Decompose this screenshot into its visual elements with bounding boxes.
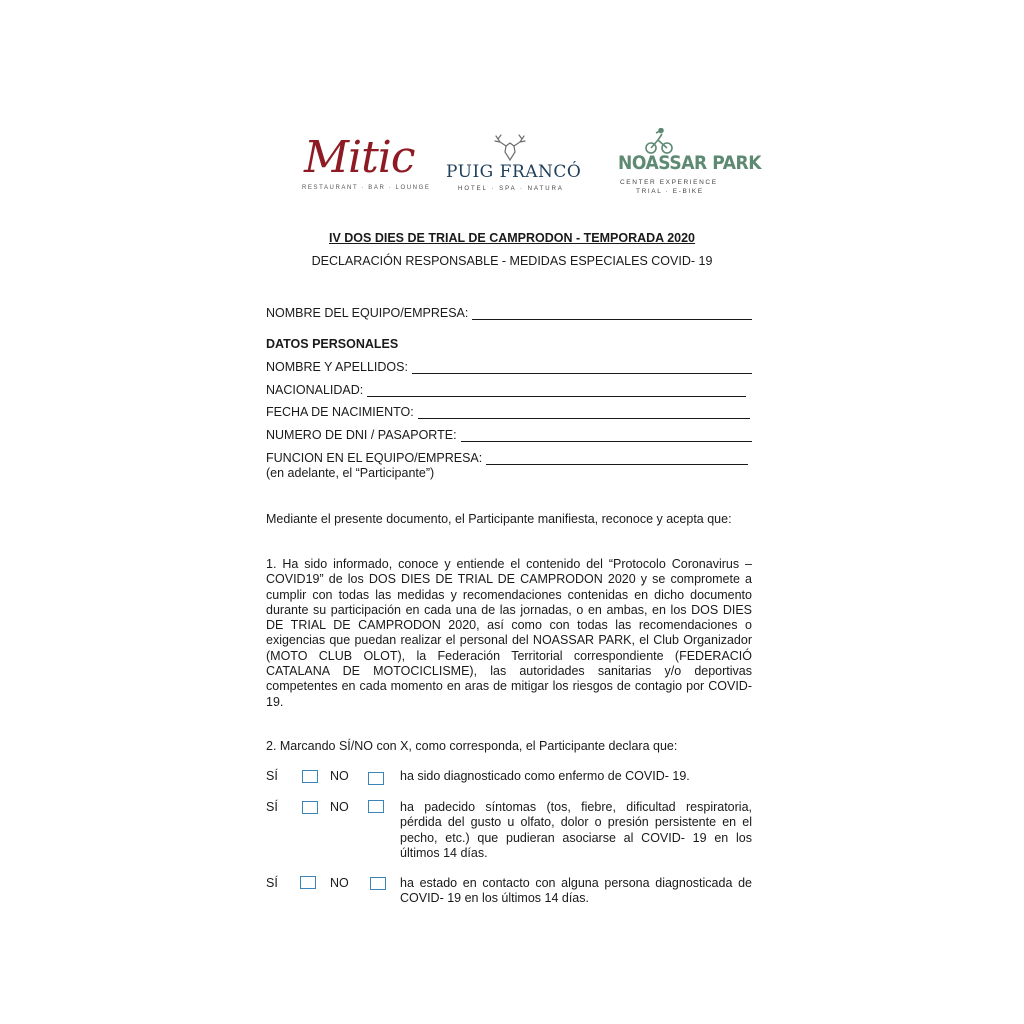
participant-note: (en adelante, el “Participante”) bbox=[266, 466, 435, 480]
personal-data-heading: DATOS PERSONALES bbox=[266, 337, 399, 351]
checklist-item-text: ha padecido síntomas (tos, fiebre, dificultad respiratoria, pérdida del gusto u olfato, dolor o presión persistente en el pecho, etc.) que pudieran asociarse al COVID- 19 en los últimos 14 días. bbox=[400, 800, 752, 860]
yes-label: SÍ bbox=[266, 800, 278, 814]
no-label: NO bbox=[330, 800, 349, 814]
point-1-paragraph: 1. Ha sido informado, conoce y entiende el contenido del “Protocolo Coronavirus – COVID19” de los DOS DIES DE TRIAL DE CAMPRODON 2020 y se compromete a cumplir con todas las medidas y recomendaciones contenidas en dicho documento durante su participación en cada una de las jornadas, o en ambas, en los DOS DIES DE TRIAL DE CAMPRODON 2020, así como con todas las recomendaciones o exigencias que puedan realizar el personal del NOASSAR PARK, el Club Organizador (MOTO CLUB OLOT), la Federación Territorial correspondiente (FEDERACIÓ CATALANA DE MOTOCICLISME), las autoridades sanitarias y/o deportivas competentes en cada momento en aras de mitigar los riesgos de contagio por COVID- 19. bbox=[266, 557, 752, 709]
noassar-park-logo bbox=[614, 128, 762, 200]
no-checkbox[interactable] bbox=[370, 877, 386, 890]
yes-label: SÍ bbox=[266, 876, 278, 890]
no-checkbox[interactable] bbox=[368, 772, 384, 785]
birthdate-field-label: FECHA DE NACIMIENTO: bbox=[266, 405, 414, 419]
birthdate-field[interactable] bbox=[266, 405, 750, 419]
team-field-label: NOMBRE DEL EQUIPO/EMPRESA: bbox=[266, 306, 469, 320]
checklist-item-text: ha estado en contacto con alguna persona diagnosticada de COVID- 19 en los últimos 14 días. bbox=[400, 876, 752, 906]
yes-checkbox[interactable] bbox=[300, 876, 316, 889]
id-number-field-line[interactable] bbox=[461, 429, 752, 442]
document-title: IV DOS DIES DE TRIAL DE CAMPRODON - TEMPORADA 2020 bbox=[328, 231, 696, 245]
team-field[interactable] bbox=[266, 306, 752, 320]
no-label: NO bbox=[330, 876, 349, 890]
name-field[interactable] bbox=[266, 360, 752, 374]
noassar-logo-name: NOASSAR PARK bbox=[618, 152, 762, 174]
id-number-field-label: NUMERO DE DNI / PASAPORTE: bbox=[266, 428, 457, 442]
role-field-line[interactable] bbox=[486, 452, 748, 465]
deer-antlers-icon bbox=[492, 134, 528, 162]
checklist-item-text: ha sido diagnosticado como enfermo de COVID- 19. bbox=[400, 769, 690, 783]
no-label: NO bbox=[330, 769, 349, 783]
yes-checkbox[interactable] bbox=[302, 801, 318, 814]
name-field-line[interactable] bbox=[412, 361, 752, 374]
nationality-field-line[interactable] bbox=[367, 384, 746, 397]
yes-checkbox[interactable] bbox=[302, 770, 318, 783]
team-field-line[interactable] bbox=[472, 307, 752, 320]
mitic-logo-tagline: RESTAURANT · BAR · LOUNGE bbox=[302, 185, 431, 191]
puig-franco-logo-name: PUIG FRANCÓ bbox=[446, 162, 582, 182]
puig-franco-logo bbox=[444, 134, 582, 198]
no-checkbox[interactable] bbox=[368, 800, 384, 813]
puig-franco-logo-tagline: HOTEL · SPA · NATURA bbox=[458, 186, 564, 192]
role-field-label: FUNCION EN EL EQUIPO/EMPRESA: bbox=[266, 451, 483, 465]
mitic-logo bbox=[300, 132, 431, 198]
yes-label: SÍ bbox=[266, 769, 278, 783]
name-field-label: NOMBRE Y APELLIDOS: bbox=[266, 360, 408, 374]
nationality-field-label: NACIONALIDAD: bbox=[266, 383, 364, 397]
point-2-paragraph: 2. Marcando SÍ/NO con X, como corresponda, el Participante declara que: bbox=[266, 739, 678, 753]
mitic-logo-name: Mitic bbox=[304, 132, 415, 183]
noassar-logo-tagline-1: CENTER EXPERIENCE bbox=[620, 179, 718, 186]
document-subtitle: DECLARACIÓN RESPONSABLE - MEDIDAS ESPECIALES COVID- 19 bbox=[311, 254, 713, 268]
birthdate-field-line[interactable] bbox=[418, 406, 750, 419]
noassar-logo-tagline-2: TRIAL · E-BIKE bbox=[636, 188, 704, 195]
role-field[interactable] bbox=[266, 451, 748, 465]
id-number-field[interactable] bbox=[266, 428, 752, 442]
intro-paragraph: Mediante el presente documento, el Participante manifiesta, reconoce y acepta que: bbox=[266, 512, 732, 526]
nationality-field[interactable] bbox=[266, 383, 746, 397]
trial-rider-icon bbox=[644, 128, 674, 154]
